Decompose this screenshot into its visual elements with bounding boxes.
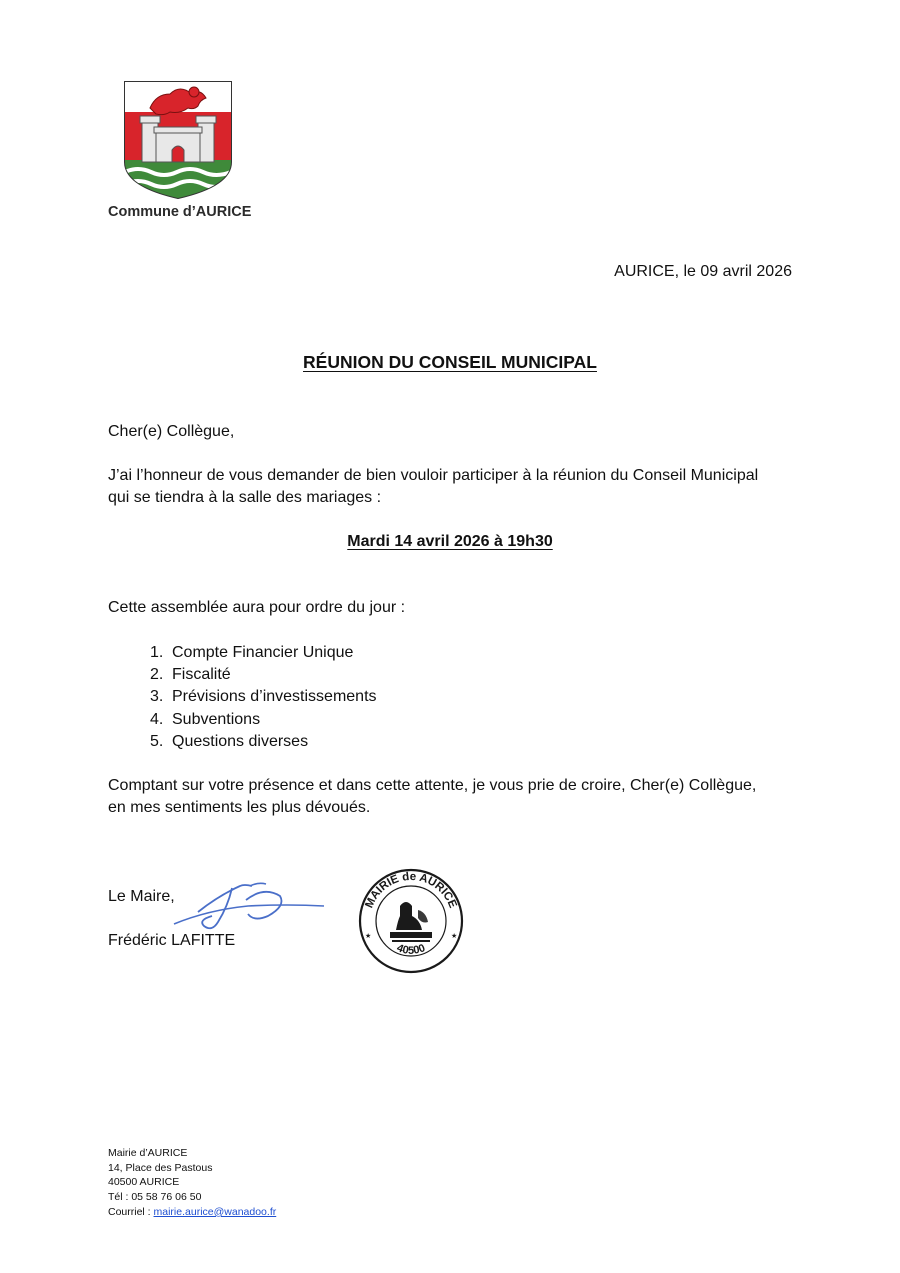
official-stamp-icon — [356, 866, 466, 976]
commune-label: Commune d’AURICE — [108, 204, 252, 220]
svg-text:★: ★ — [365, 933, 372, 940]
coat-of-arms-icon — [120, 78, 236, 200]
list-item: 4. Subventions — [150, 710, 261, 728]
signer-title: Le Maire, — [108, 888, 175, 905]
list-item: 3. Prévisions d’investissements — [150, 688, 377, 706]
list-item: 5. Questions diverses — [150, 732, 309, 750]
stamp-top-text: MAIRIE de AURICE — [363, 870, 459, 910]
closing-line-2: en mes sentiments les plus dévoués. — [108, 799, 371, 816]
footer-email-label: Courriel : — [108, 1205, 154, 1218]
list-item: 1. Compte Financier Unique — [150, 644, 354, 661]
footer-line-4: Tél : 05 58 76 06 50 — [108, 1191, 202, 1204]
page-title: RÉUNION DU CONSEIL MUNICIPAL — [303, 352, 597, 372]
footer-line-1: Mairie d’AURICE — [108, 1147, 188, 1159]
agenda-list — [150, 642, 377, 753]
svg-text:40500 — [395, 942, 427, 957]
signature-icon — [168, 876, 330, 938]
footer-line-3: 40500 AURICE — [108, 1176, 180, 1189]
closing-line-1: Comptant sur votre présence et dans cette attente, je vous prie de croire, Cher(e) Collègue, — [108, 777, 757, 794]
footer-address — [108, 1146, 276, 1220]
place-date: AURICE, le 09 avril 2026 — [614, 263, 792, 280]
footer-line-2: 14, Place des Pastous — [108, 1161, 213, 1174]
intro-line-2: qui se tiendra à la salle des mariages : — [108, 489, 382, 506]
list-item: 2. Fiscalité — [150, 666, 231, 684]
svg-text:★: ★ — [451, 933, 458, 940]
email-link[interactable]: mairie.aurice@wanadoo.fr — [153, 1205, 277, 1218]
intro-line-1: J’ai l’honneur de vous demander de bien vouloir participer à la réunion du Conseil Municipal — [108, 467, 759, 484]
closing-paragraph — [108, 775, 798, 819]
stamp-bottom-text: 40500 — [395, 942, 427, 957]
intro-paragraph — [108, 465, 798, 509]
salutation: Cher(e) Collègue, — [108, 423, 235, 440]
footer-email-line — [108, 1205, 276, 1220]
signer-name: Frédéric LAFITTE — [108, 932, 236, 949]
agenda-intro: Cette assemblée aura pour ordre du jour : — [108, 599, 406, 616]
meeting-datetime: Mardi 14 avril 2026 à 19h30 — [347, 533, 553, 550]
svg-text:MAIRIE de AURICE — [363, 871, 458, 910]
